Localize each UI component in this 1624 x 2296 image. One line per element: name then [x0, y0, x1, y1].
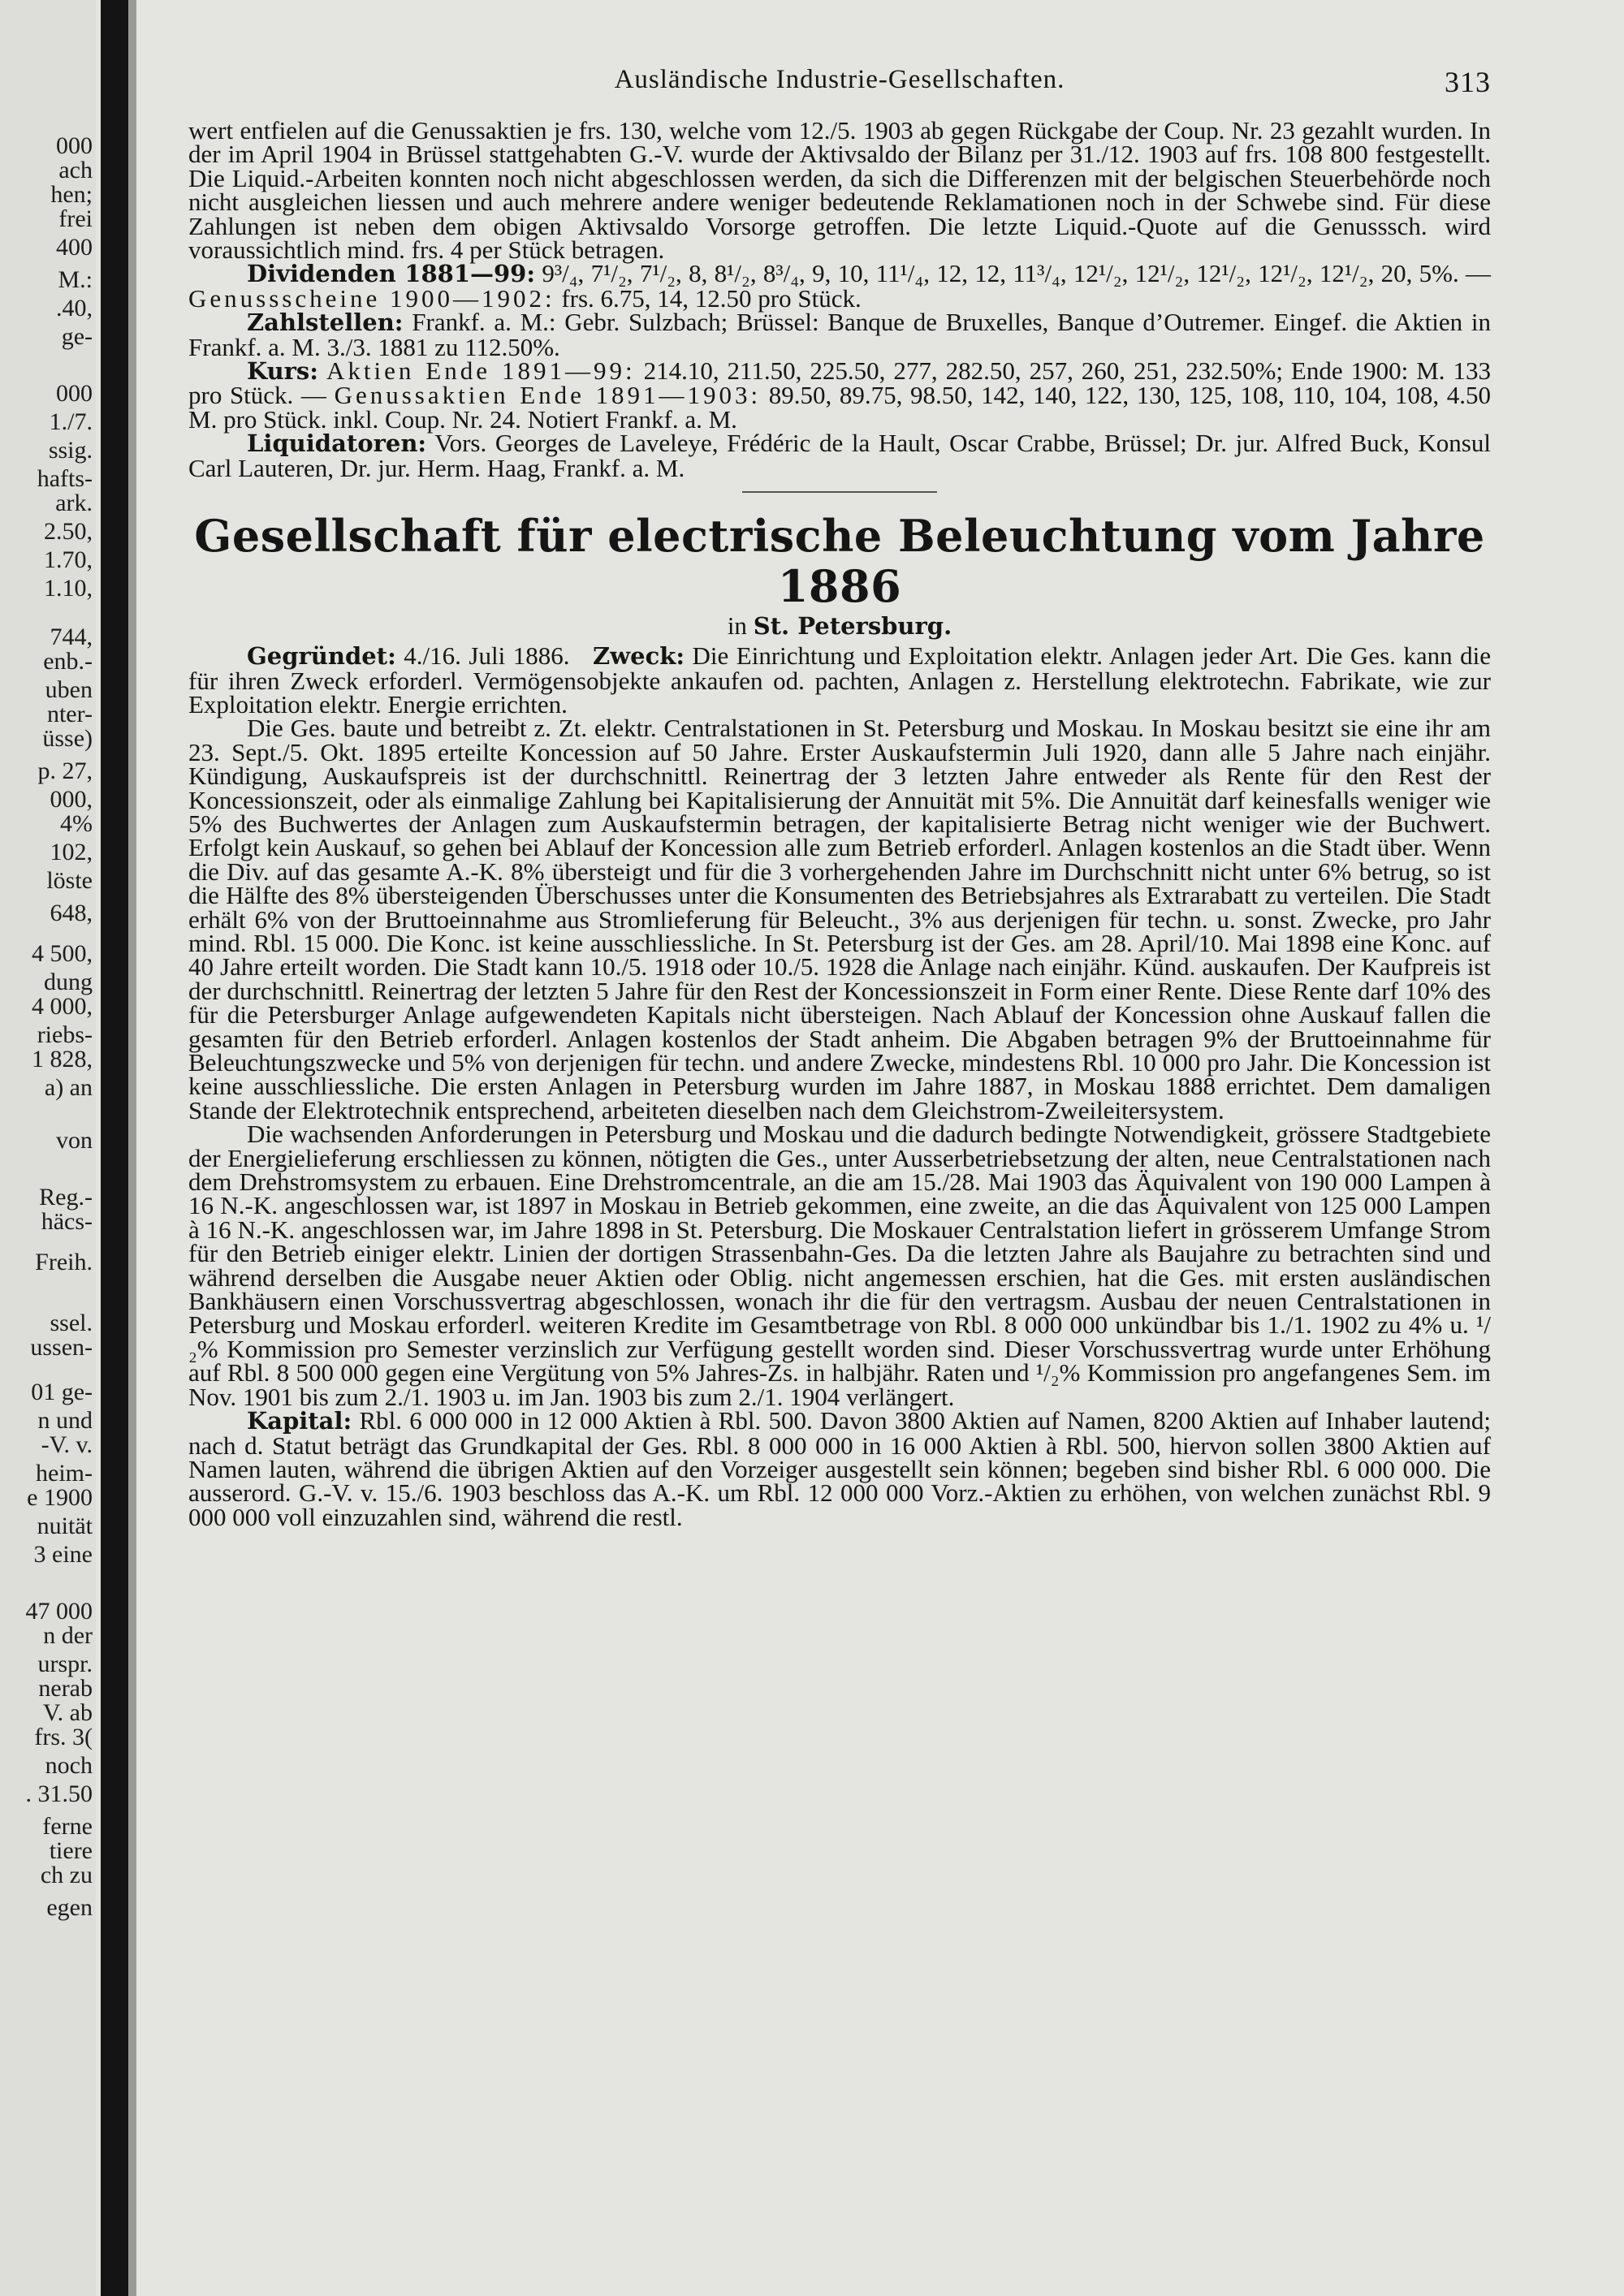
- zahlstellen-section: [188, 310, 1491, 359]
- margin-fragment: ferne: [42, 1813, 93, 1840]
- margin-fragment: nuität: [37, 1513, 93, 1539]
- margin-fragment: 4 500,: [32, 940, 93, 967]
- book-spine-shadow: [101, 0, 128, 2296]
- margin-fragment: ssig.: [48, 437, 93, 464]
- margin-fragment: 400: [56, 234, 93, 261]
- company-location: [188, 611, 1491, 641]
- dividenden-section: [188, 259, 1491, 313]
- margin-fragment: 4 000,: [32, 993, 93, 1020]
- margin-fragment: ge-: [61, 323, 93, 350]
- gegruendet-zweck-section: [188, 641, 1492, 719]
- margin-fragment: 1.10,: [44, 575, 93, 602]
- page-number: 313: [1445, 66, 1491, 98]
- kurs-aktien-text: 214.10, 211.50, 225.50, 277, 282.50, 257, 260, 251, 232.50%; Ende 1900: M. 133 pro Stück. —: [188, 356, 1491, 410]
- margin-fragment: e 1900: [27, 1484, 93, 1511]
- margin-fragment: Reg.-: [39, 1184, 93, 1211]
- company-location-city: St. Petersburg.: [753, 612, 952, 641]
- margin-fragment: urspr.: [37, 1651, 93, 1677]
- margin-fragment: uben: [45, 676, 93, 703]
- kurs-genuss-label: Genussaktien Ende 1891—1903:: [334, 381, 762, 410]
- margin-fragment: ssel.: [50, 1310, 93, 1336]
- margin-fragment: riebs-: [37, 1021, 93, 1048]
- margin-fragment: 4%: [60, 810, 93, 837]
- margin-fragment: 000: [56, 380, 93, 407]
- margin-fragment: 01 ge-: [31, 1379, 93, 1405]
- gutter-edge: [128, 0, 136, 2296]
- liquidatoren-section: [188, 431, 1491, 480]
- margin-fragment: p. 27,: [37, 757, 93, 784]
- kurs-section: [188, 356, 1492, 434]
- liquidatoren-text: Vors. Georges de Laveleye, Frédéric de la Hault, Oscar Crabbe, Brüssel; Dr. jur. Alfred Buck, Konsul Carl Lauteren, Dr. jur. Herm. Haag, Frankf. a. M.: [188, 429, 1491, 482]
- margin-fragment: n und: [37, 1407, 93, 1434]
- margin-fragment: frei: [58, 205, 93, 232]
- margin-fragment: häcs-: [41, 1208, 93, 1235]
- margin-fragment: V. ab: [42, 1699, 93, 1726]
- margin-fragment: 1 828,: [32, 1046, 93, 1072]
- margin-fragment: 3 eine: [33, 1541, 93, 1568]
- adjacent-page-margin: [0, 0, 96, 2296]
- margin-fragment: enb.-: [43, 648, 93, 675]
- margin-fragment: von: [56, 1127, 93, 1154]
- margin-fragment: ch zu: [40, 1862, 93, 1888]
- margin-fragment: noch: [45, 1752, 93, 1779]
- kapital-text: Rbl. 6 000 000 in 12 000 Aktien à Rbl. 500. Davon 3800 Aktien auf Namen, 8200 Aktien auf Inhaber lautend; nach d. Statut beträgt das Grundkapital der Ges. Rbl. 8 000 000 in 16 000 Aktien à Rbl. 500, hiervon sollen 3800 Aktien auf Namen lauten, während die übrigen Aktien auf den Vorzeiger ausgestellt sein können; begeben sind bisher Rbl. 6 000 000. Die ausserord. G.-V. v. 15./6. 1903 beschloss das A.-K. um Rbl. 12 000 000 Vorz.-Aktien zu erhöhen, von welchen zunächst Rbl. 9 000 000 voll einzuzahlen sind, während die restl.: [188, 1406, 1492, 1531]
- liquidatoren-label: Liquidatoren:: [247, 429, 427, 458]
- margin-fragment: -V. v.: [41, 1431, 93, 1458]
- kapital-label: Kapital:: [247, 1407, 352, 1435]
- previous-entry-paragraph: wert entfielen auf die Genussaktien je frs. 130, welche vom 12./5. 1903 ab gegen Rückgabe der Coup. Nr. 23 gezahlt wurden. In der im April 1904 in Brüssel stattgehabten G.-V. wurde der Aktivsaldo der Bilanz per 31./12. 1903 auf frs. 108 800 festgestellt. Die Liquid.-Arbeiten konnten noch nicht abgeschlossen werden, da sich die Differenzen mit der belgischen Steuerbehörde noch nicht ausgleichen liessen und auch mehrere andere weniger bedeutende Reklamationen noch in der Schwebe sind. Für diese Zahlungen ist neben dem obigen Aktivsaldo Vorsorge getroffen. Die letzte Liquid.-Quote auf die Genusssch. wird voraussichtlich mind. frs. 4 per Stück betragen.: [188, 116, 1491, 265]
- margin-fragment: 2.50,: [44, 518, 93, 545]
- margin-fragment: 102,: [50, 839, 93, 865]
- company-title: Gesellschaft für electrische Beleuchtung vom Jahre 1886: [194, 510, 1485, 613]
- margin-fragment: üsse): [42, 725, 93, 752]
- margin-fragment: a) an: [44, 1074, 93, 1101]
- dividenden-label: Dividenden 1881—99:: [247, 260, 536, 288]
- genussscheine-text: frs. 6.75, 14, 12.50 pro Stück.: [561, 283, 862, 313]
- margin-fragment: frs. 3(: [34, 1724, 93, 1750]
- margin-fragment: ark.: [55, 490, 93, 516]
- company-entry: [188, 641, 1492, 1531]
- margin-fragment: ussen-: [30, 1334, 93, 1361]
- previous-entry: [188, 116, 1492, 482]
- margin-fragment: . 31.50: [25, 1780, 93, 1807]
- margin-fragment: 744,: [50, 624, 93, 650]
- margin-fragment: heim-: [36, 1460, 93, 1487]
- dividenden-text: 9³/₄, 7¹/₂, 7¹/₂, 8, 8¹/₂, 8³/₄, 9, 10, 11¹/₄, 12, 12, 11³/₄, 12¹/₂, 12¹/₂, 12¹/₂, 12¹/₂, 12¹/₂, 20, 5%. —: [542, 259, 1491, 288]
- margin-fragment: ach: [58, 157, 93, 183]
- margin-fragment: 000,: [50, 786, 93, 813]
- company-paragraph-2: Die wachsenden Anforderungen in Petersburg und Moskau und die dadurch bedingte Notwendigkeit, grössere Stadtgebiete der Energielieferung erschliessen zu können, nötigten die Ges., unter Ausserbetriebsetzung der alten, neue Centralstationen nach dem Drehstromsystem zu erbauen. Eine Drehstromcentrale, an die am 15./28. Mai 1903 das Äquivalent von 190 000 Lampen à 16 N.-K. angeschlossen war, ist 1897 in Moskau in Betrieb gekommen, eine zweite, an die das Äquivalent von 125 000 Lampen à 16 N.-K. angeschlossen war, im Jahre 1898 in St. Petersburg. Die Moskauer Centralstation liefert in grösserem Umfange Strom für den Betrieb einiger elektr. Linien der dortigen Strassenbahn-Ges. Da die letzten Jahre als Baujahre zu betrachten sind und während derselben die Ausgabe neuer Aktien oder Oblig. nicht angemessen erschien, hat die Ges. mit ersten ausländischen Bankhäusern einen Vorschussvertrag abgeschlossen, wonach ihr die für den vertragsm. Ausbau der neuen Centralstationen in Petersburg und Moskau erforderl. weiteren Kredite im Gesamtbetrage von Rbl. 8 000 000 unkündbar bis 1./1. 1902 zu 4% u. ¹/₂% Kommission pro Semester verzinslich zur Verfügung gestellt worden sind. Dieser Vorschussvertrag wurde unter Erhöhung auf Rbl. 8 500 000 gegen eine Vergütung von 5% Jahres-Zs. in halbjähr. Raten und ¹/₂% Kommission pro angefangenes Sem. im Nov. 1901 bis zum 2./1. 1903 u. im Jan. 1903 bis zum 2./1. 1904 verlängert.: [188, 1120, 1491, 1411]
- margin-fragment: dung: [44, 969, 93, 995]
- gegruendet-text: 4./16. Juli 1886.: [404, 641, 570, 671]
- margin-fragment: hen;: [50, 181, 93, 208]
- page-content: [188, 65, 1491, 1529]
- margin-fragment: 1.70,: [44, 546, 93, 573]
- section-divider: [742, 491, 937, 493]
- kapital-section: [188, 1406, 1492, 1531]
- margin-fragment: nter-: [46, 701, 93, 727]
- kurs-label: Kurs:: [247, 357, 318, 386]
- margin-fragment: .40,: [56, 295, 93, 322]
- zweck-label: Zweck:: [592, 642, 685, 671]
- company-paragraph-1: Die Ges. baute und betreibt z. Zt. elektr. Centralstationen in St. Petersburg und Moskau. In Moskau besitzt sie eine ihr am 23. Sept./5. Okt. 1895 erteilte Koncession auf 50 Jahre. Erster Auskaufstermin Juli 1920, dann alle 5 Jahre nach einjähr. Kündigung, Auskaufspreis ist der durchschnittl. Reinertrag der 3 letzten Jahre entweder als Rente für den Rest der Koncessionszeit, oder als einmalige Zahlung bei Kapitalisierung der Annuität mit 5%. Die Annuität darf keinesfalls weniger wie 5% des Buchwertes der Anlagen zum Auskaufstermin betragen, der kapitalisierte Betrag nicht weniger wie der Buchwert. Erfolgt kein Auskauf, so gehen bei Ablauf der Koncession alle zum Betrieb erforderl. Anlagen kostenlos an die Stadt über. Wenn die Div. auf das gesamte A.-K. 8% übersteigt und für die 3 vorhergehenden Jahre im Durchschnitt nicht unter 6% betrug, so ist die Hälfte des 8% übersteigenden Überschusses unter die Konsumenten des Betriebsjahres als Extrarabatt zu verteilen. Die Stadt erhält 6% von der Bruttoeinnahme aus Stromlieferung für Beleucht., 3% aus derjenigen für techn. u. sonst. Zwecke, pro Jahr mind. Rbl. 15 000. Die Konc. ist keine ausschliessliche. In St. Petersburg ist der Ges. am 28. April/10. Mai 1898 eine Konc. auf 40 Jahre erteilt worden. Die Stadt kann 10./5. 1918 oder 10./5. 1928 die Anlage nach einjähr. Künd. auskaufen. Der Kaufpreis ist der durchschnittl. Reinertrag der letzten 5 Jahre für den Rest der Koncessionszeit in Form einer Rente. Diese Rente darf 10% des für die Petersburger Anlage aufgewendeten Kapitals nicht übersteigen. Nach Ablauf der Koncession ohne Auskauf fallen die gesamten für den Betrieb erforderl. Anlagen kostenlos der Stadt anheim. Die Abgaben betragen 9% der Bruttoeinnahme für Beleuchtungszwecke und 5% von derjenigen für techn. und andere Zwecke, mindestens Rbl. 10 000 pro Jahr. Die Koncession ist keine ausschliessliche. Die ersten Anlagen in Petersburg wurden im Jahre 1887, in Moskau 1888 errichtet. Dem damaligen Stande der Elektrotechnik entsprechend, arbeiteten dieselben nach dem Gleichstrom-Zweileitersystem.: [188, 714, 1491, 1124]
- kurs-genuss-text: 89.50, 89.75, 98.50, 142, 140, 122, 130, 125, 108, 110, 104, 108, 4.50 M. pro Stück. inkl. Coup. Nr. 24. Notiert Frankf. a. M.: [188, 381, 1492, 434]
- running-head-title: Ausländische Industrie-Gesellschaften.: [614, 65, 1065, 94]
- margin-fragment: nerab: [38, 1675, 93, 1702]
- margin-fragment: 1./7.: [49, 408, 93, 435]
- zahlstellen-label: Zahlstellen:: [247, 309, 404, 337]
- margin-fragment: 000: [56, 132, 93, 159]
- margin-fragment: tiere: [49, 1837, 93, 1864]
- margin-fragment: 47 000: [25, 1598, 93, 1625]
- margin-fragment: Freih.: [35, 1249, 93, 1275]
- zweck-text: Die Einrichtung und Exploitation elektr. Anlagen jeder Art. Die Ges. kann die für ihren Zweck erforderl. Vermögensobjekte ankaufen od. pachten, Anlagen z. Herstellung elektrotechn. Fabrikate, wie zur Exploitation elektr. Energie errichten.: [188, 641, 1492, 719]
- margin-fragment: hafts-: [37, 465, 93, 492]
- margin-fragment: egen: [46, 1894, 93, 1921]
- margin-fragment: löste: [46, 867, 93, 894]
- genussscheine-label: Genussscheine 1900—1902:: [188, 283, 555, 313]
- margin-fragment: M.:: [58, 266, 93, 293]
- kurs-aktien-label: Aktien Ende 1891—99:: [326, 356, 636, 386]
- zahlstellen-text: Frankf. a. M.: Gebr. Sulzbach; Brüssel: Banque de Bruxelles, Banque d’Outremer. Eingef. die Aktien in Frankf. a. M. 3./3. 1881 zu 112.50%.: [188, 308, 1492, 361]
- margin-fragment: n der: [43, 1622, 93, 1649]
- gegruendet-label: Gegründet:: [247, 642, 396, 671]
- margin-fragment: 648,: [50, 900, 93, 926]
- running-head: [188, 65, 1491, 106]
- company-location-prefix: in: [727, 611, 747, 641]
